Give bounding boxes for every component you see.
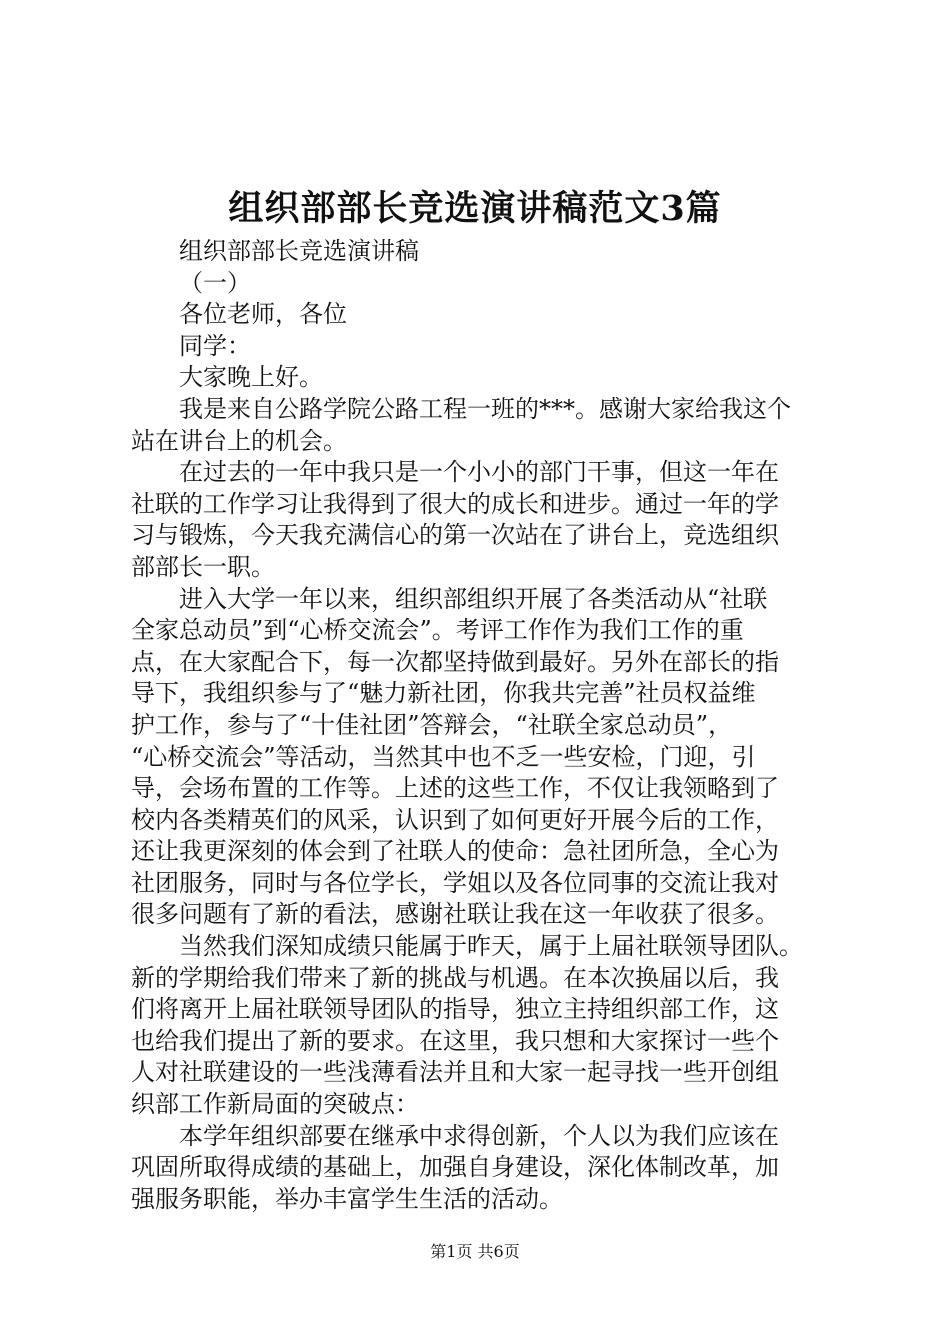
text-line: 部部长一职。	[131, 552, 275, 581]
text-line: 护工作，参与了“十佳社团”答辩会，“社联全家总动员”，	[131, 710, 733, 739]
text-line: 社团服务，同时与各位学长，学姐以及各位同事的交流让我对	[131, 868, 779, 897]
text-line: 社联的工作学习让我得到了很大的成长和进步。通过一年的学	[131, 489, 779, 518]
text-line: 我是来自公路学院公路工程一班的***。感谢大家给我这个	[179, 394, 791, 423]
text-line: 进入大学一年以来，组织部组织开展了各类活动从“社联	[179, 584, 768, 613]
text-line: 点，在大家配合下，每一次都坚持做到最好。另外在部长的指	[131, 647, 779, 676]
text-line: 站在讲台上的机会。	[131, 426, 347, 455]
text-line: 各位老师，各位	[179, 300, 347, 329]
text-line: 织部工作新局面的突破点：	[131, 1090, 419, 1119]
text-line: 很多问题有了新的看法，感谢社联让我在这一年收获了很多。	[131, 900, 779, 929]
text-line: 也给我们提出了新的要求。在这里，我只想和大家探讨一些个	[131, 1026, 779, 1055]
text-line: “心桥交流会”等活动，当然其中也不乏一些安检，门迎，引	[131, 742, 756, 771]
text-line: 当然我们深知成绩只能属于昨天，属于上届社联领导团队。	[179, 932, 803, 961]
text-line: 本学年组织部要在继承中求得创新，个人以为我们应该在	[179, 1121, 779, 1150]
text-line: 新的学期给我们带来了新的挑战与机遇。在本次换届以后，我	[131, 963, 779, 992]
document-body	[131, 236, 836, 1215]
text-line: 还让我更深刻的体会到了社联人的使命：急社团所急，全心为	[131, 837, 779, 866]
page-footer: 第1页 共6页	[430, 1242, 520, 1261]
text-line: 大家晚上好。	[179, 363, 323, 392]
text-line: 习与锻炼，今天我充满信心的第一次站在了讲台上，竞选组织	[131, 521, 779, 550]
text-line: 们将离开上届社联领导团队的指导，独立主持组织部工作，这	[131, 995, 779, 1024]
text-line: 在过去的一年中我只是一个小小的部门干事，但这一年在	[179, 458, 779, 487]
document-title: 组织部部长竞选演讲稿范文3篇	[228, 188, 722, 229]
text-line: 全家总动员”到“心桥交流会”。考评工作作为我们工作的重	[131, 616, 744, 645]
text-line: 导下，我组织参与了“魅力新社团，你我共完善”社员权益维	[131, 679, 756, 708]
text-line: （一）	[179, 268, 251, 297]
text-line: 校内各类精英们的风采，认识到了如何更好开展今后的工作，	[131, 805, 779, 834]
text-line: 同学：	[179, 331, 251, 360]
text-line: 导，会场布置的工作等。上述的这些工作，不仅让我领略到了	[131, 774, 779, 803]
text-line: 强服务职能，举办丰富学生生活的活动。	[131, 1184, 563, 1213]
text-line: 巩固所取得成绩的基础上，加强自身建设，深化体制改革，加	[131, 1153, 779, 1182]
text-line: 人对社联建设的一些浅薄看法并且和大家一起寻找一些开创组	[131, 1058, 779, 1087]
text-line: 组织部部长竞选演讲稿	[179, 237, 419, 265]
